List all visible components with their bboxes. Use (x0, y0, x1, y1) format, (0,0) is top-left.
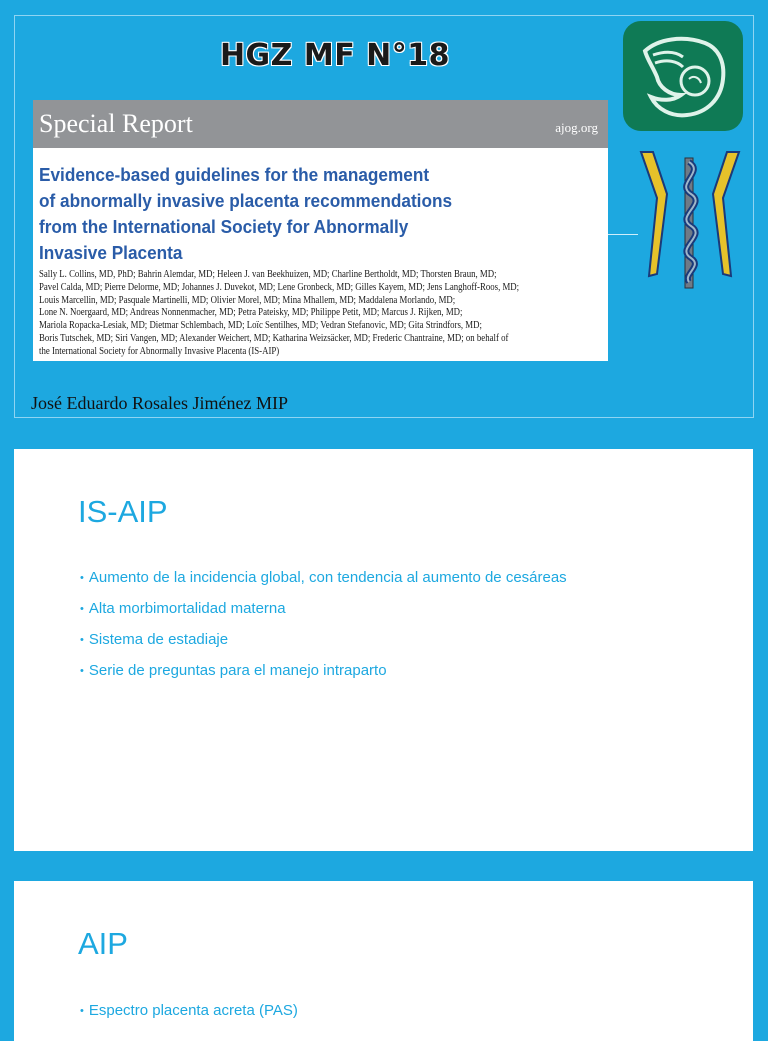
slide-title: HGZ MF N°18 (219, 38, 451, 73)
list-item: • Serie de preguntas para el manejo intraparto (80, 662, 387, 679)
bullet-icon: • (80, 603, 84, 615)
author-line: Boris Tutschek, MD; Siri Vangen, MD; Alexander Weichert, MD; Katharina Weizsäcker, MD; Frederic Chantraine, MD; on behalf of (39, 332, 509, 344)
report-title-line: of abnormally invasive placenta recommendations (39, 190, 453, 211)
author-line: Louis Marcellin, MD; Pasquale Martinelli, MD; Olivier Morel, MD; Mina Mhallem, MD; Maddalena Morlando, MD; (39, 294, 456, 306)
slide-is-aip (14, 449, 753, 851)
bullet-icon: • (80, 665, 84, 677)
connector-line (608, 234, 638, 235)
author-line: Mariola Ropacka-Lesiak, MD; Dietmar Schlembach, MD; Loïc Sentilhes, MD; Vedran Stefanovic, MD; Gita Strindfors, MD; (39, 320, 482, 332)
eagle-mother-child-icon (623, 21, 743, 131)
author-line: Pavel Calda, MD; Pierre Delorme, MD; Johannes J. Duvekot, MD; Lene Gronbeck, MD; Gilles Kayem, MD; Jens Langhoff-Roos, MD; (39, 281, 520, 293)
bullet-icon: • (80, 634, 84, 646)
list-item: • Espectro placenta acreta (PAS) (80, 1002, 298, 1019)
bullet-list (80, 563, 567, 687)
author-line: Lone N. Noergaard, MD; Andreas Nonnenmacher, MD; Petra Pateisky, MD; Philippe Petit, MD; Marcus J. Rijken, MD; (39, 307, 463, 319)
bullet-icon: • (80, 1005, 84, 1017)
title-slide (14, 15, 754, 418)
report-title-line: Invasive Placenta (39, 242, 183, 263)
bullet-icon: • (80, 572, 84, 584)
slide-heading: AIP (78, 926, 128, 961)
list-item: • Sistema de estadiaje (80, 631, 229, 648)
list-item: • Aumento de la incidencia global, con tendencia al aumento de cesáreas (80, 569, 567, 586)
presenter-name: José Eduardo Rosales Jiménez MIP (31, 393, 288, 413)
report-title-line: from the International Society for Abnormally (39, 216, 409, 237)
slide-heading: IS-AIP (78, 494, 168, 529)
report-title (39, 162, 560, 266)
imss-logo (623, 21, 743, 131)
report-authors (39, 269, 585, 359)
slide-aip (14, 881, 753, 1041)
special-report-image (33, 100, 608, 361)
bullet-list (80, 996, 298, 1027)
caduceus-icon (635, 148, 745, 293)
author-line: the International Society for Abnormally Invasive Placenta (IS-AIP) (39, 345, 280, 357)
report-site: ajog.org (555, 120, 598, 135)
report-header-label: Special Report (39, 109, 193, 138)
report-title-line: Evidence-based guidelines for the management (39, 164, 430, 185)
author-line: Sally L. Collins, MD, PhD; Bahrin Alemdar, MD; Heleen J. van Beekhuizen, MD; Charline Bertholdt, MD; Thorsten Braun, MD; (39, 269, 497, 280)
list-item: • Alta morbimortalidad materna (80, 600, 286, 617)
report-header-bar (33, 100, 608, 148)
